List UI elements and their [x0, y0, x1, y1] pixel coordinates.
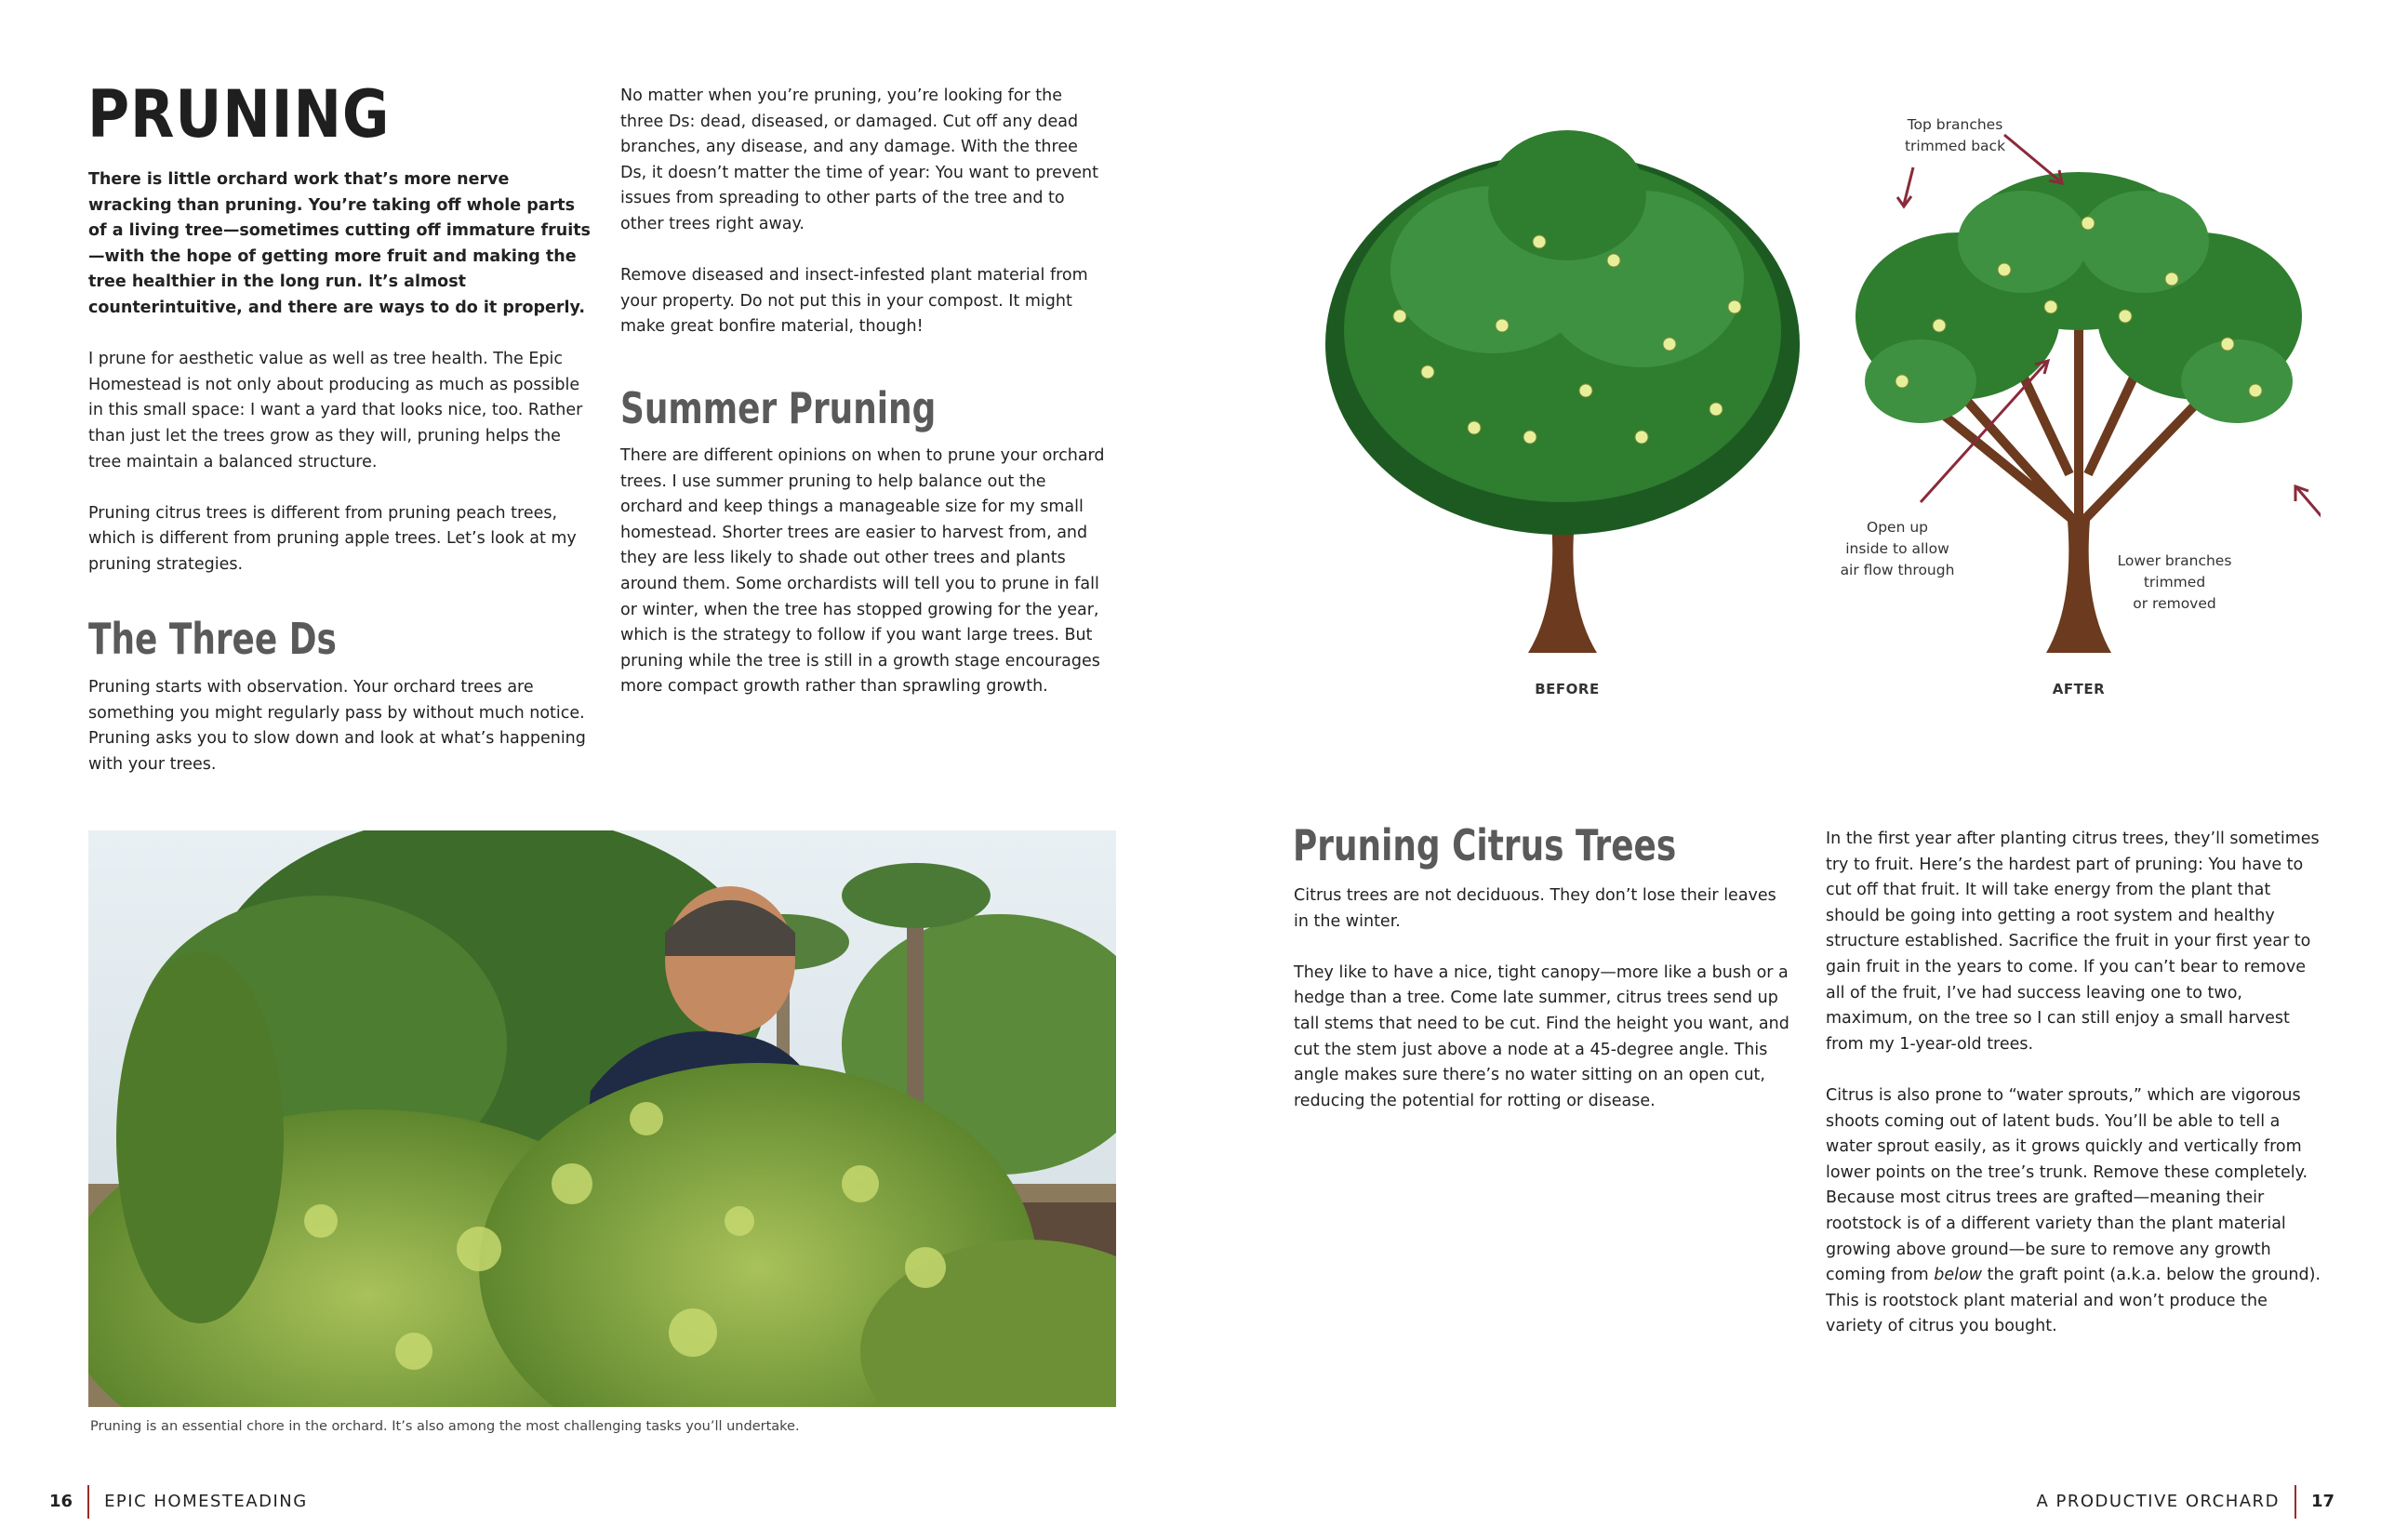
- citrus-column-1: [1294, 883, 1796, 1140]
- footer-divider: [87, 1485, 89, 1519]
- before-after-diagram: [1288, 84, 2321, 716]
- three-ds-detail-paragraph: No matter when you’re pruning, you’re looking for the three Ds: dead, diseased, or damaged. Cut off any dead branches, any disease, and any damage. With the three Ds, it doesn’t matter the time of year: You want to prevent issues from spreading to other parts of the tree and to other trees right away.: [620, 86, 1098, 233]
- citrus-canopy-paragraph: They like to have a nice, tight canopy—more like a bush or a hedge than a tree. Come late summer, citrus trees send up tall stems that need to be cut. Find the height you want, and cut the stem just above a node at a 45-degree angle. This angle makes sure there’s no water sitting on an open cut, reducing the potential for rotting or disease.: [1294, 962, 1789, 1110]
- remove-diseased-paragraph: Remove diseased and insect-infested plant material from your property. Do not put this in your compost. It might make great bonfire material, though!: [620, 266, 1088, 337]
- first-year-fruit-paragraph: In the first year after planting citrus trees, they’ll sometimes try to fruit. Here’s the hardest part of pruning: You have to cut off that fruit. It will take energy from the plant that should be going into getting a root system and healthy structure established. Sacrifice the fruit in your first year to gain fruit in the years to come. If you can’t bear to remove all of the fruit, I’ve had success leaving one to two, maximum, on the tree so I can still enjoy a small harvest from my 1-year-old trees.: [1826, 830, 2320, 1054]
- photo-caption: Pruning is an essential chore in the orchard. It’s also among the most challenging tasks you’ll undertake.: [90, 1419, 800, 1434]
- citrus-not-deciduous-paragraph: Citrus trees are not deciduous. They don’t lose their leaves in the winter.: [1294, 886, 1776, 931]
- left-column-2: [620, 84, 1109, 366]
- page-number-left: 16: [49, 1492, 73, 1511]
- citrus-vs-peach-paragraph: Pruning citrus trees is different from pruning peach trees, which is different from pruning apple trees. Let’s look at my pruning strategies.: [88, 503, 577, 574]
- summer-pruning-text: There are different opinions on when to prune your orchard trees. I use summer pruning to help balance out the orchard and keep things a manageable size for my small homestead. Shorter trees are easier to harvest from, and they are less likely to shade out other trees and plants around them. Some orchardists will tell you to prune in fall or winter, when the tree has stopped growing for the year, which is the strategy to follow if you want large trees. But pruning while the tree is still in a growth stage encourages more compact growth rather than sprawling growth.: [620, 446, 1105, 697]
- annotation-top-branches: Top branches trimmed back: [1904, 116, 2006, 154]
- running-head-right: A PRODUCTIVE ORCHARD: [2036, 1492, 2280, 1511]
- page-title: PRUNING: [87, 76, 391, 153]
- citrus-column-2: [1826, 827, 2328, 1365]
- left-column-1: [88, 167, 591, 604]
- pruning-photo: [88, 830, 1116, 1407]
- three-ds-text: Pruning starts with observation. Your orchard trees are something you might regularly pass by without much notice. Pruning asks you to slow down and look at what’s happening with your trees.: [88, 678, 586, 774]
- three-ds-heading: The Three Ds: [88, 614, 337, 664]
- citrus-heading: Pruning Citrus Trees: [1293, 820, 1677, 870]
- annotation-open-up: Open up inside to allow air flow through: [1840, 519, 1955, 578]
- intro-paragraph: There is little orchard work that’s more nerve wracking than pruning. You’re taking off whole parts of a living tree—sometimes cutting off immature fruits—with the hope of getting more fruit and making the tree healthier in the long run. It’s almost counterintuitive, and there are ways to do it properly.: [88, 170, 591, 317]
- after-label: AFTER: [2052, 681, 2106, 697]
- running-head-left: EPIC HOMESTEADING: [104, 1492, 308, 1511]
- page-number-right: 17: [2310, 1492, 2334, 1511]
- before-label: BEFORE: [1535, 681, 1600, 697]
- annotation-lower-branches: Lower branches trimmed or removed: [2117, 552, 2232, 612]
- footer-right: [2036, 1485, 2334, 1519]
- summer-pruning-heading: Summer Pruning: [620, 383, 937, 433]
- before-tree: [1325, 130, 1800, 653]
- footer-left: [49, 1485, 308, 1519]
- footer-divider: [2295, 1485, 2296, 1519]
- water-sprouts-paragraph: Citrus is also prone to “water sprouts,” which are vigorous shoots coming out of latent buds. You’ll be able to tell a water sprout easily, as it grows quickly and vertically from lower points on the tree’s trunk. Remove these completely. Because most citrus trees are grafted—meaning their rootstock is of a different variety than the plant material growing above ground—be sure to remove any growth coming from below the graft point (a.k.a. below the ground). This is rootstock plant material and won’t produce the variety of citrus you bought.: [1826, 1085, 2321, 1336]
- aesthetic-paragraph: I prune for aesthetic value as well as tree health. The Epic Homestead is not only about producing as much as possible in this small space: I want a yard that looks nice, too. Rather than just let the trees grow as they will, pruning helps the tree maintain a balanced structure.: [88, 350, 583, 471]
